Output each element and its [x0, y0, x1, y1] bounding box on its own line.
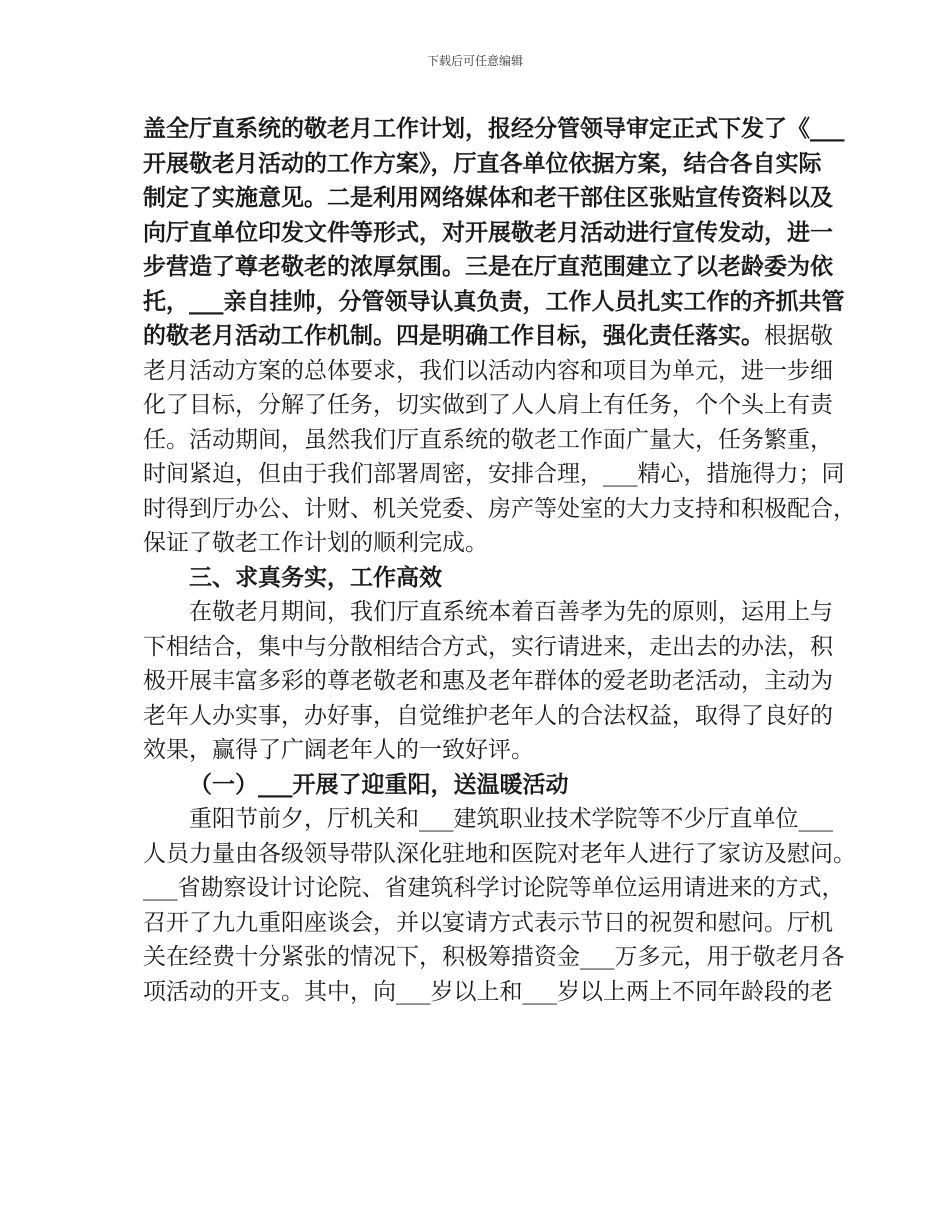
text-line	[143, 595, 833, 630]
text-line	[143, 871, 845, 906]
text-segment: 效果，赢得了广阔老年人的一致好评。	[143, 737, 534, 763]
text-segment: 根据敬	[764, 323, 833, 349]
text-segment: 步营造了尊老敬老的浓厚氛围。三是在厅直范围建立了以老龄委为依	[143, 253, 833, 280]
text-segment: 召开了九九重阳座谈会，并以宴请方式表示节日的祝贺和慰问。厅机	[143, 909, 833, 936]
text-line	[143, 285, 845, 320]
text-segment: 人员力量由各级领导带队深化驻地和医院对老年人进行了家访及慰问。	[143, 840, 856, 867]
text-line	[143, 940, 845, 975]
text-line	[143, 630, 833, 665]
text-line	[143, 733, 815, 768]
text-segment: 向厅直单位印发文件等形式，对开展敬老月活动进行宣传发动，进一	[143, 218, 833, 246]
text-line	[143, 492, 856, 527]
text-segment: 重阳节前夕，厅机关和___建筑职业技术学院等不少厅直单位___	[189, 806, 833, 832]
text-line	[143, 250, 833, 285]
text-segment: 任。活动期间，虽然我们厅直系统的敬老工作面广量大，任务繁重，	[143, 426, 833, 453]
text-line	[143, 975, 833, 1010]
text-line	[143, 457, 845, 492]
text-segment: 盖全厅直系统的敬老月工作计划，报经分管领导审定正式下发了《___	[143, 115, 845, 142]
text-line	[143, 216, 833, 251]
document-body	[143, 112, 856, 1009]
text-segment: 的敬老月活动工作机制。四是明确工作目标，强化责任落实。	[143, 322, 764, 349]
text-segment: 时得到厅办公、计财、机关党委、房产等处室的大力支持和积极配合，	[143, 495, 856, 522]
text-segment: 制定了实施意见。二是利用网络媒体和老干部住区张贴宣传资料以及	[143, 184, 833, 211]
text-line	[143, 526, 815, 561]
text-line	[143, 319, 833, 354]
text-line	[143, 906, 833, 941]
text-line	[143, 181, 833, 216]
text-segment: 时间紧迫，但由于我们部署周密，安排合理，___精心，措施得力；同	[143, 461, 845, 487]
text-segment: 老月活动方案的总体要求，我们以活动内容和项目为单元，进一步细	[143, 357, 833, 384]
text-line	[143, 423, 833, 458]
section-heading	[143, 561, 815, 596]
text-line	[143, 699, 833, 734]
text-line	[143, 147, 822, 182]
text-segment: 极开展丰富多彩的尊老敬老和惠及老年群体的爱老助老活动，主动为	[143, 668, 833, 694]
page-header-note: 下载后可任意编辑	[426, 54, 523, 68]
text-line	[143, 354, 833, 389]
text-line	[143, 112, 845, 147]
text-line	[143, 388, 833, 423]
text-segment: 在敬老月期间，我们厅直系统本着百善孝为先的原则，运用上与	[189, 599, 833, 625]
text-segment: ___省勘察设计讨论院、省建筑科学讨论院等单位运用请进来的方式，	[143, 875, 845, 901]
text-segment: 三、求真务实，工作高效	[189, 563, 442, 591]
section-heading	[143, 768, 815, 803]
text-segment: 下相结合，集中与分散相结合方式，实行请进来，走出去的办法，积	[143, 633, 833, 660]
text-line	[143, 802, 833, 837]
text-segment: （一）___开展了迎重阳，送温暖活动	[189, 770, 569, 798]
text-segment: 托，___亲自挂帅，分管领导认真负责，工作人员扎实工作的齐抓共管	[143, 287, 845, 315]
text-segment: 项活动的开支。其中，向___岁以上和___岁以上两上不同年龄段的老	[143, 978, 833, 1005]
text-segment: 保证了敬老工作计划的顺利完成。	[143, 530, 488, 556]
text-line	[143, 664, 833, 699]
text-line	[143, 837, 856, 872]
text-segment: 化了目标，分解了任务，切实做到了人人肩上有任务，个个头上有责	[143, 392, 833, 418]
text-segment: 开展敬老月活动的工作方案》，厅直各单位依据方案，结合各自实际	[143, 149, 822, 177]
text-segment: 老年人办实事，办好事，自觉维护老年人的合法权益，取得了良好的	[143, 702, 833, 729]
text-segment: 关在经费十分紧张的情况下，积极筹措资金___万多元，用于敬老月各	[143, 944, 845, 970]
